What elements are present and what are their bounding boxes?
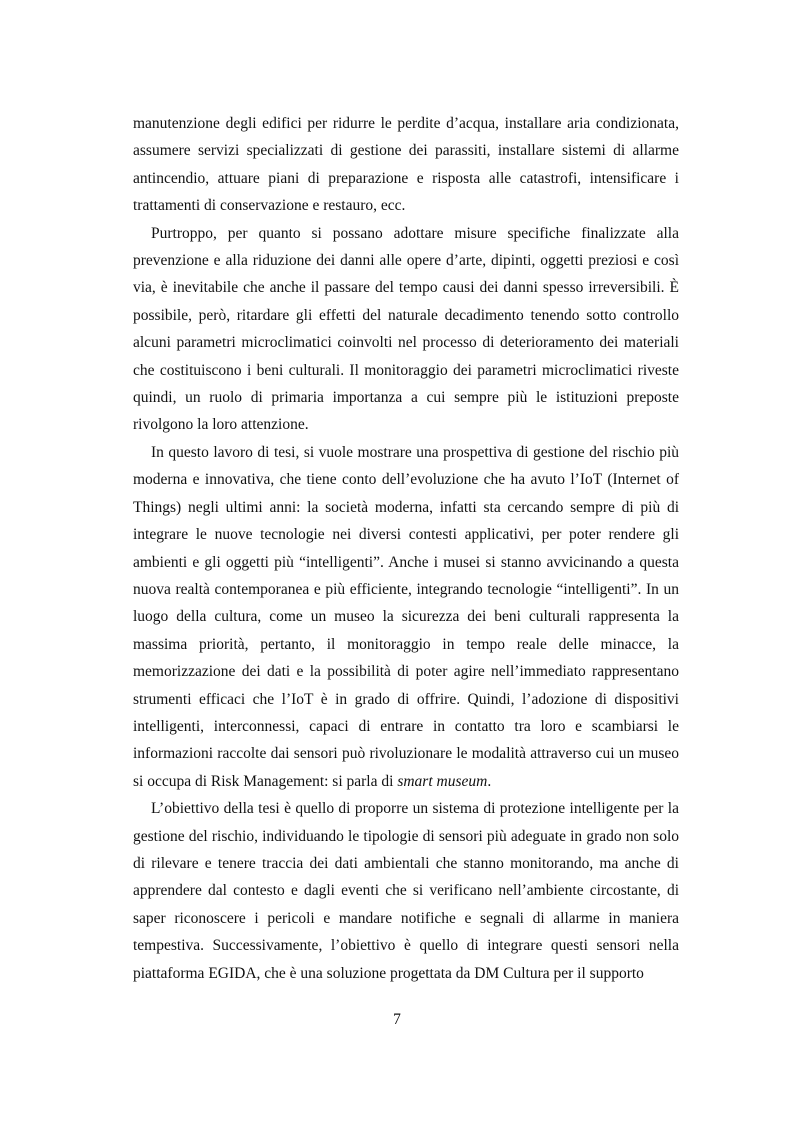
paragraph-iot-end: . <box>487 772 492 790</box>
paragraph-continuation: manutenzione degli edifici per ridurre le perdite d’acqua, installare aria condizionata, assumere servizi specializzati di gestione dei parassiti, installare sistemi di allarme antincendio, attuare piani di preparazione e risposta alle catastrofi, intensificare i trattamenti di conservazione e restauro, ecc. <box>133 115 679 215</box>
paragraph-objective: L’obiettivo della tesi è quello di proporre un sistema di protezione intelligente per la gestione del rischio, individuando le tipologie di sensori più adeguate in grado non solo di rilevare e tenere traccia dei dati ambientali che stanno monitorando, ma anche di apprendere dal contesto e dagli eventi che si verificano nell’ambiente circostante, di saper riconoscere i pericoli e mandare notifiche e segnali di allarme in maniera tempestiva. Successivamente, l’obiettivo è quello di integrare questi sensori nella piattaforma EGIDA, che è una soluzione progettata da DM Cultura per il supporto <box>133 800 679 982</box>
smart-museum-emphasis: smart museum <box>397 772 488 790</box>
paragraph-iot <box>133 439 679 795</box>
paragraph-microclimate: Purtroppo, per quanto si possano adottare misure specifiche finalizzate alla prevenzione e alla riduzione dei danni alle opere d’arte, dipinti, oggetti preziosi e così via, è inevitabile che anche il passare del tempo causi dei danni spesso irreversibili. È possibile, però, ritardare gli effetti del naturale decadimento tenendo sotto controllo alcuni parametri microclimatici coinvolti nel processo di deterioramento dei materiali che costituiscono i beni culturali. Il monitoraggio dei parametri microclimatici riveste quindi, un ruolo di primaria importanza a cui sempre più le istituzioni preposte rivolgono la loro attenzione. <box>133 224 679 434</box>
document-body <box>133 110 679 987</box>
page-number: 7 <box>393 1011 401 1028</box>
paragraph-iot-text: In questo lavoro di tesi, si vuole mostrare una prospettiva di gestione del rischio più moderna e innovativa, che tiene conto dell’evoluzione che ha avuto l’IoT (Internet of Things) negli ultimi anni: la società moderna, infatti sta cercando sempre di più di integrare le nuove tecnologie nei diversi contesti applicativi, per poter rendere gli ambienti e gli oggetti più “intelligenti”. Anche i musei si stanno avvicinando a questa nuova realtà contemporanea e più efficiente, integrando tecnologie “intelligenti”. In un luogo della cultura, come un museo la sicurezza dei beni culturali rappresenta la massima priorità, pertanto, il monitoraggio in tempo reale delle minacce, la memorizzazione dei dati e la possibilità di poter agire nell’immediato rappresentano strumenti efficaci che l’IoT è in grado di offrire. Quindi, l’adozione di dispositivi intelligenti, interconnessi, capaci di entrare in contatto tra loro e scambiarsi le informazioni raccolte dai sensori può rivoluzionare le modalità attraverso cui un museo si occupa di Risk Management: si parla di <box>133 443 679 790</box>
